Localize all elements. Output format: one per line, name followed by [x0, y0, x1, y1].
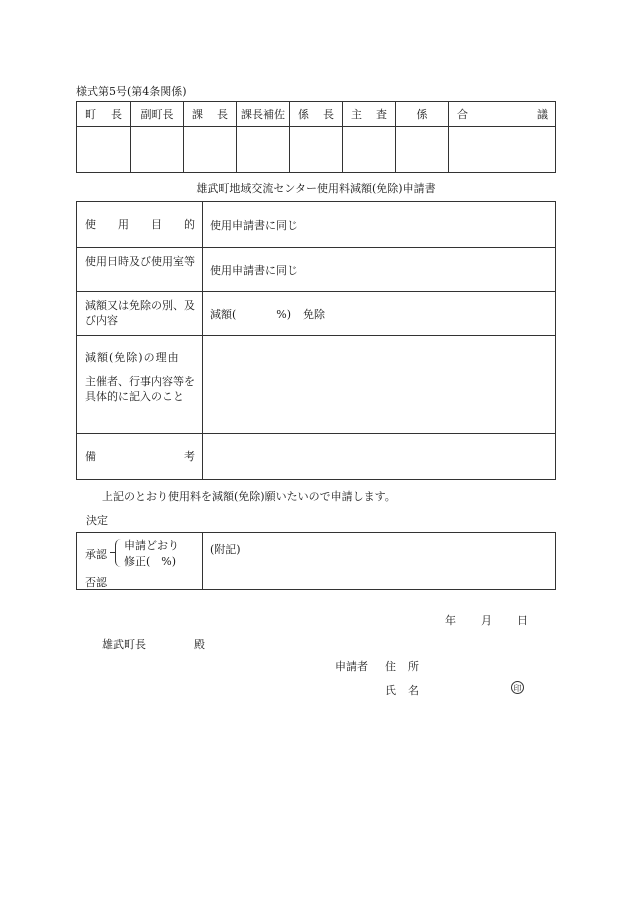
reduction-label: 減額又は免除の別、及び内容 [85, 299, 195, 327]
remarks-input[interactable] [210, 442, 550, 472]
header-inspector: 主 査 [342, 102, 395, 126]
request-sentence: 上記のとおり使用料を減額(免除)願いたいので申請します。 [102, 490, 396, 503]
option-modified[interactable]: 修正( %) [124, 555, 177, 568]
address-label: 住 [385, 660, 396, 673]
decision-table [76, 532, 556, 590]
deny-label[interactable]: 否認 [85, 576, 107, 589]
seal-icon: 印 [511, 681, 524, 694]
brace-tip-icon [110, 552, 115, 553]
reduction-value[interactable]: 減額( %) 免除 [210, 308, 326, 321]
address-label-2: 所 [408, 660, 419, 673]
date-month: 月 [481, 614, 492, 627]
stamp-box[interactable] [289, 126, 342, 172]
option-as-requested[interactable]: 申請どおり [124, 539, 179, 552]
datetime-value[interactable]: 使用申請書に同じ [210, 264, 298, 277]
date-day: 日 [517, 614, 528, 627]
stamp-box[interactable] [130, 126, 183, 172]
header-staff: 係 [395, 102, 448, 126]
name-label: 氏 [385, 684, 396, 697]
stamp-box[interactable] [448, 126, 556, 172]
column-divider [202, 202, 203, 479]
row-divider [77, 291, 555, 292]
header-deputy-mayor: 副町長 [130, 102, 183, 126]
stamp-box[interactable] [395, 126, 448, 172]
header-unit-chief: 係 長 [289, 102, 342, 126]
approval-table [76, 101, 556, 173]
stamp-box[interactable] [236, 126, 289, 172]
header-section-chief: 課 長 [183, 102, 236, 126]
row-divider [77, 335, 555, 336]
header-assistant-chief: 課長補佐 [236, 102, 289, 126]
row-divider [77, 433, 555, 434]
application-table [76, 201, 556, 480]
honorific: 殿 [194, 638, 205, 651]
brace-icon [115, 539, 122, 567]
remarks-label: 備 考 [85, 450, 195, 463]
purpose-label: 使 用 目 的 [85, 218, 195, 231]
purpose-value[interactable]: 使用申請書に同じ [210, 219, 298, 232]
reason-label: 減額(免除)の理由 [85, 351, 180, 364]
header-mayor: 町 長 [85, 108, 122, 121]
header-consultation: 合 議 [448, 102, 556, 126]
decision-heading: 決定 [86, 514, 108, 527]
stamp-box[interactable] [342, 126, 395, 172]
name-label-2: 名 [408, 684, 419, 697]
approval-stamp-row [77, 126, 555, 172]
approve-label[interactable]: 承認 [85, 548, 107, 561]
row-divider [77, 247, 555, 248]
note-label: (附記) [210, 543, 241, 556]
form-number: 様式第5号(第4条関係) [76, 85, 187, 98]
applicant-label: 申請者 [335, 660, 368, 673]
reason-input[interactable] [210, 347, 550, 427]
addressee: 雄武町長 [102, 638, 146, 651]
stamp-box[interactable] [77, 126, 130, 172]
stamp-box[interactable] [183, 126, 236, 172]
reason-note: 主催者、行事内容等を具体的に記入のこと [85, 375, 195, 403]
datetime-label: 使用日時及び使用室等 [85, 255, 195, 268]
approval-header-row [77, 102, 555, 127]
date-year: 年 [445, 614, 456, 627]
document-title: 雄武町地域交流センター使用料減額(免除)申請書 [196, 182, 436, 195]
column-divider [202, 533, 203, 589]
